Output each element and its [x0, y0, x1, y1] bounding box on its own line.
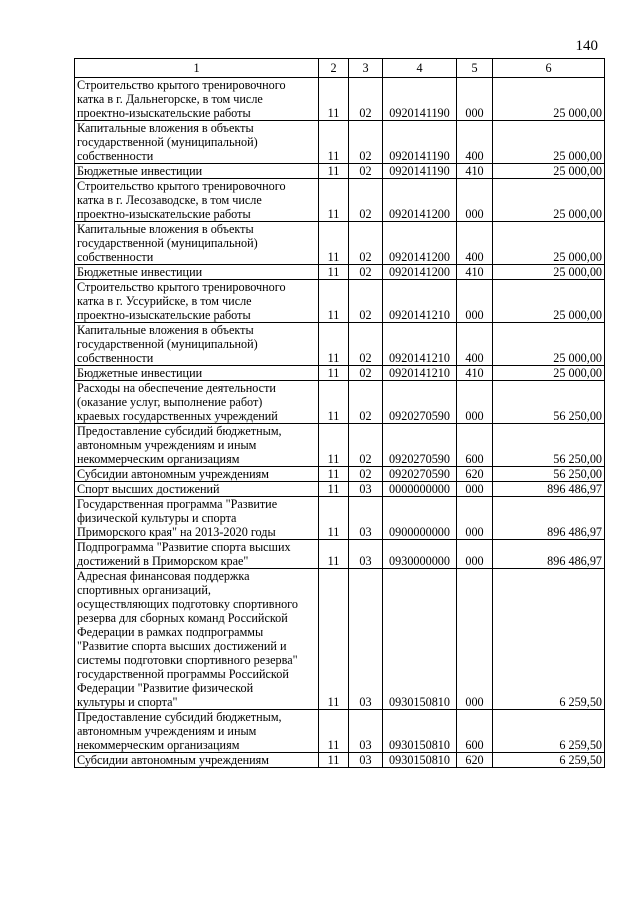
row-amount-cell: 56 250,00 [493, 467, 605, 482]
row-amount-cell: 896 486,97 [493, 497, 605, 540]
row-section-cell: 11 [319, 540, 349, 569]
row-target-code-cell: 0920141190 [383, 78, 457, 121]
row-expense-type-cell: 400 [457, 323, 493, 366]
row-name-cell: Подпрограмма "Развитие спорта высших достижений в Приморском крае" [75, 540, 319, 569]
row-name-cell: Строительство крытого тренировочного катка в г. Дальнегорске, в том числе проектно-изыскательские работы [75, 78, 319, 121]
table-row [75, 121, 605, 164]
row-expense-type-cell: 000 [457, 179, 493, 222]
table-row [75, 179, 605, 222]
row-target-code-cell: 0900000000 [383, 497, 457, 540]
header-col-3: 3 [349, 59, 383, 78]
row-name-cell: Капитальные вложения в объекты государственной (муниципальной) собственности [75, 222, 319, 265]
row-section-cell: 11 [319, 381, 349, 424]
row-expense-type-cell: 410 [457, 164, 493, 179]
row-section-cell: 11 [319, 280, 349, 323]
page-number: 140 [575, 38, 598, 54]
header-col-6: 6 [493, 59, 605, 78]
table-row [75, 424, 605, 467]
row-name-cell: Адресная финансовая поддержка спортивных организаций, осуществляющих подготовку спортивного резерва для сборных команд Российской Федерации в рамках подпрограммы "Развитие спорта высших достижений и системы подготовки спортивного резерва" государственной программы Российской Федерации "Развитие физической культуры и спорта" [75, 569, 319, 710]
row-amount-cell: 56 250,00 [493, 381, 605, 424]
row-section-cell: 11 [319, 179, 349, 222]
row-name-cell: Бюджетные инвестиции [75, 366, 319, 381]
row-section-cell: 11 [319, 323, 349, 366]
table-row [75, 280, 605, 323]
row-subsection-cell: 02 [349, 78, 383, 121]
table-row [75, 323, 605, 366]
row-target-code-cell: 0920270590 [383, 467, 457, 482]
row-target-code-cell: 0920141200 [383, 179, 457, 222]
row-name-cell: Капитальные вложения в объекты государственной (муниципальной) собственности [75, 323, 319, 366]
row-subsection-cell: 02 [349, 381, 383, 424]
row-expense-type-cell: 600 [457, 424, 493, 467]
row-target-code-cell: 0000000000 [383, 482, 457, 497]
row-target-code-cell: 0920141190 [383, 121, 457, 164]
row-amount-cell: 25 000,00 [493, 280, 605, 323]
row-section-cell: 11 [319, 222, 349, 265]
row-name-cell: Капитальные вложения в объекты государственной (муниципальной) собственности [75, 121, 319, 164]
row-expense-type-cell: 000 [457, 497, 493, 540]
row-subsection-cell: 02 [349, 467, 383, 482]
row-name-cell: Строительство крытого тренировочного катка в г. Уссурийске, в том числе проектно-изыскательские работы [75, 280, 319, 323]
row-section-cell: 11 [319, 366, 349, 381]
row-target-code-cell: 0920141210 [383, 366, 457, 381]
row-expense-type-cell: 000 [457, 381, 493, 424]
row-subsection-cell: 02 [349, 323, 383, 366]
table-row [75, 222, 605, 265]
row-target-code-cell: 0920141210 [383, 323, 457, 366]
row-section-cell: 11 [319, 753, 349, 768]
row-section-cell: 11 [319, 424, 349, 467]
row-amount-cell: 896 486,97 [493, 482, 605, 497]
table-row [75, 78, 605, 121]
row-section-cell: 11 [319, 569, 349, 710]
row-section-cell: 11 [319, 164, 349, 179]
row-subsection-cell: 02 [349, 265, 383, 280]
row-expense-type-cell: 410 [457, 366, 493, 381]
table-row [75, 540, 605, 569]
table-row [75, 366, 605, 381]
row-subsection-cell: 02 [349, 222, 383, 265]
row-target-code-cell: 0920141200 [383, 265, 457, 280]
row-expense-type-cell: 400 [457, 121, 493, 164]
header-col-4: 4 [383, 59, 457, 78]
row-subsection-cell: 03 [349, 569, 383, 710]
row-amount-cell: 25 000,00 [493, 78, 605, 121]
row-expense-type-cell: 000 [457, 78, 493, 121]
row-section-cell: 11 [319, 467, 349, 482]
row-target-code-cell: 0920141190 [383, 164, 457, 179]
budget-table [74, 58, 605, 768]
row-target-code-cell: 0930150810 [383, 569, 457, 710]
row-amount-cell: 6 259,50 [493, 753, 605, 768]
row-expense-type-cell: 000 [457, 280, 493, 323]
row-target-code-cell: 0930000000 [383, 540, 457, 569]
table-row [75, 482, 605, 497]
row-name-cell: Строительство крытого тренировочного катка в г. Лесозаводске, в том числе проектно-изыскательские работы [75, 179, 319, 222]
row-name-cell: Субсидии автономным учреждениям [75, 753, 319, 768]
row-amount-cell: 56 250,00 [493, 424, 605, 467]
row-name-cell: Бюджетные инвестиции [75, 164, 319, 179]
row-name-cell: Субсидии автономным учреждениям [75, 467, 319, 482]
row-section-cell: 11 [319, 121, 349, 164]
row-name-cell: Спорт высших достижений [75, 482, 319, 497]
row-expense-type-cell: 410 [457, 265, 493, 280]
row-subsection-cell: 03 [349, 497, 383, 540]
row-subsection-cell: 03 [349, 710, 383, 753]
row-expense-type-cell: 620 [457, 753, 493, 768]
row-subsection-cell: 02 [349, 280, 383, 323]
row-target-code-cell: 0920270590 [383, 381, 457, 424]
row-target-code-cell: 0920141210 [383, 280, 457, 323]
row-section-cell: 11 [319, 497, 349, 540]
row-amount-cell: 25 000,00 [493, 222, 605, 265]
row-subsection-cell: 03 [349, 540, 383, 569]
row-target-code-cell: 0930150810 [383, 753, 457, 768]
row-amount-cell: 25 000,00 [493, 164, 605, 179]
row-subsection-cell: 03 [349, 753, 383, 768]
row-amount-cell: 6 259,50 [493, 710, 605, 753]
row-subsection-cell: 02 [349, 121, 383, 164]
row-amount-cell: 25 000,00 [493, 366, 605, 381]
row-amount-cell: 25 000,00 [493, 121, 605, 164]
row-section-cell: 11 [319, 710, 349, 753]
row-target-code-cell: 0920141200 [383, 222, 457, 265]
row-name-cell: Предоставление субсидий бюджетным, автономным учреждениям и иным некоммерческим организациям [75, 710, 319, 753]
table-row [75, 467, 605, 482]
table-row [75, 569, 605, 710]
row-expense-type-cell: 000 [457, 540, 493, 569]
row-amount-cell: 25 000,00 [493, 179, 605, 222]
row-section-cell: 11 [319, 482, 349, 497]
row-section-cell: 11 [319, 265, 349, 280]
row-expense-type-cell: 000 [457, 569, 493, 710]
row-name-cell: Расходы на обеспечение деятельности (оказание услуг, выполнение работ) краевых государственных учреждений [75, 381, 319, 424]
row-subsection-cell: 02 [349, 164, 383, 179]
row-subsection-cell: 02 [349, 366, 383, 381]
header-col-5: 5 [457, 59, 493, 78]
row-name-cell: Предоставление субсидий бюджетным, автономным учреждениям и иным некоммерческим организациям [75, 424, 319, 467]
row-amount-cell: 25 000,00 [493, 265, 605, 280]
table-row [75, 710, 605, 753]
row-expense-type-cell: 620 [457, 467, 493, 482]
table-row [75, 753, 605, 768]
row-subsection-cell: 03 [349, 482, 383, 497]
row-target-code-cell: 0930150810 [383, 710, 457, 753]
row-name-cell: Бюджетные инвестиции [75, 265, 319, 280]
header-col-2: 2 [319, 59, 349, 78]
row-subsection-cell: 02 [349, 179, 383, 222]
row-target-code-cell: 0920270590 [383, 424, 457, 467]
row-subsection-cell: 02 [349, 424, 383, 467]
row-amount-cell: 896 486,97 [493, 540, 605, 569]
row-expense-type-cell: 600 [457, 710, 493, 753]
table-row [75, 265, 605, 280]
table-row [75, 381, 605, 424]
row-expense-type-cell: 000 [457, 482, 493, 497]
row-name-cell: Государственная программа "Развитие физической культуры и спорта Приморского края" на 2013-2020 годы [75, 497, 319, 540]
row-amount-cell: 6 259,50 [493, 569, 605, 710]
row-expense-type-cell: 400 [457, 222, 493, 265]
row-amount-cell: 25 000,00 [493, 323, 605, 366]
row-section-cell: 11 [319, 78, 349, 121]
table-row [75, 164, 605, 179]
header-row [75, 59, 605, 78]
header-col-1: 1 [75, 59, 319, 78]
table-row [75, 497, 605, 540]
